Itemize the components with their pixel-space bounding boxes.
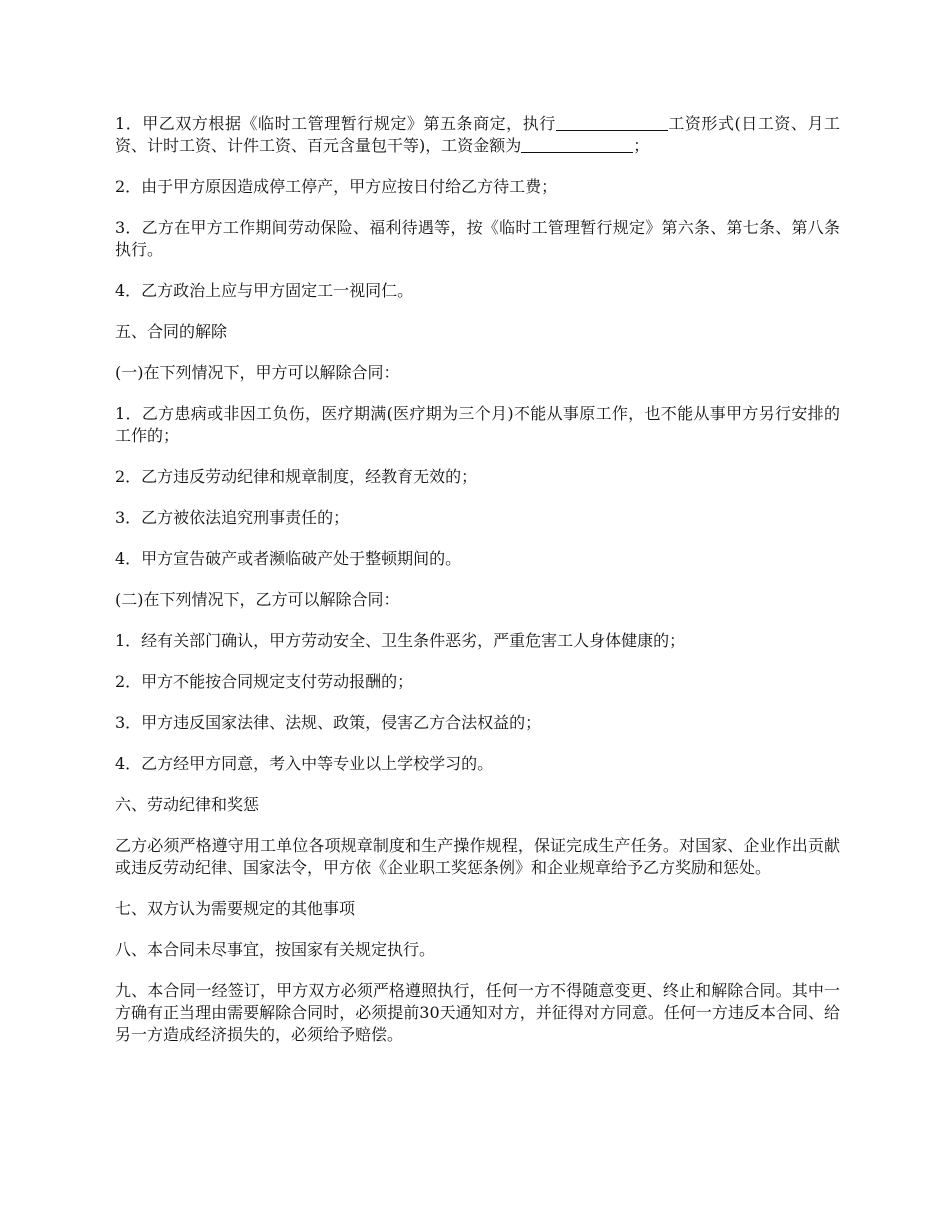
subsection-heading: (一)在下列情况下，甲方可以解除合同： <box>115 363 400 382</box>
paragraph-text: ； <box>633 136 650 155</box>
section-heading: 七、双方认为需要规定的其他事项 <box>115 899 356 918</box>
paragraph: 3．甲方违反国家法律、法规、政策，侵害乙方合法权益的； <box>115 713 542 732</box>
paragraph: 1．乙方患病或非因工负伤，医疗期满(医疗期为三个月)不能从事原工作，也不能从事甲方另行安排的工作的； <box>115 404 840 445</box>
paragraph: 4．乙方经甲方同意，考入中等专业以上学校学习的。 <box>115 754 494 773</box>
paragraph-text: 工资形式(日工资、月工资、计时工资、计件工资、百元含量包干等)，工资金额为 <box>115 114 840 155</box>
section-heading: 九、本合同一经签订，甲方双方必须严格遵照执行，任何一方不得随意变更、终止和解除合同。其中一方确有正当理由需要解除合同时，必须提前30天通知对方，并征得对方同意。任何一方违反本合同、给另一方造成经济损失的，必须给予赔偿。 <box>115 981 840 1044</box>
paragraph: 2．甲方不能按合同规定支付劳动报酬的； <box>115 672 414 691</box>
section-heading: 六、劳动纪律和奖惩 <box>115 795 260 814</box>
section-heading: 八、本合同未尽事宜，按国家有关规定执行。 <box>115 940 436 959</box>
paragraph: 1．经有关部门确认，甲方劳动安全、卫生条件恶劣，严重危害工人身体健康的； <box>115 631 686 650</box>
wage-amount-blank <box>521 136 633 153</box>
paragraph: 2．乙方违反劳动纪律和规章制度，经教育无效的； <box>115 467 478 486</box>
paragraph: 4．甲方宣告破产或者濒临破产处于整顿期间的。 <box>115 549 462 568</box>
paragraph-text: 1．甲乙双方根据《临时工管理暂行规定》第五条商定，执行 <box>115 114 556 133</box>
subsection-heading: (二)在下列情况下，乙方可以解除合同： <box>115 590 400 609</box>
section-heading: 五、合同的解除 <box>115 322 228 341</box>
paragraph: 乙方必须严格遵守用工单位各项规章制度和生产操作规程，保证完成生产任务。对国家、企业作出贡献或违反劳动纪律、国家法令，甲方依《企业职工奖惩条例》和企业规章给予乙方奖励和惩处。 <box>115 836 840 877</box>
document-page <box>115 113 840 1065</box>
paragraph: 3．乙方被依法追究刑事责任的； <box>115 508 350 527</box>
wage-form-blank <box>556 114 668 131</box>
paragraph: 4．乙方政治上应与甲方固定工一视同仁。 <box>115 281 414 300</box>
paragraph: 3．乙方在甲方工作期间劳动保险、福利待遇等，按《临时工管理暂行规定》第六条、第七条、第八条执行。 <box>115 218 840 259</box>
paragraph: 2．由于甲方原因造成停工停产，甲方应按日付给乙方待工费； <box>115 177 558 196</box>
paragraph-wage-form <box>115 113 840 157</box>
